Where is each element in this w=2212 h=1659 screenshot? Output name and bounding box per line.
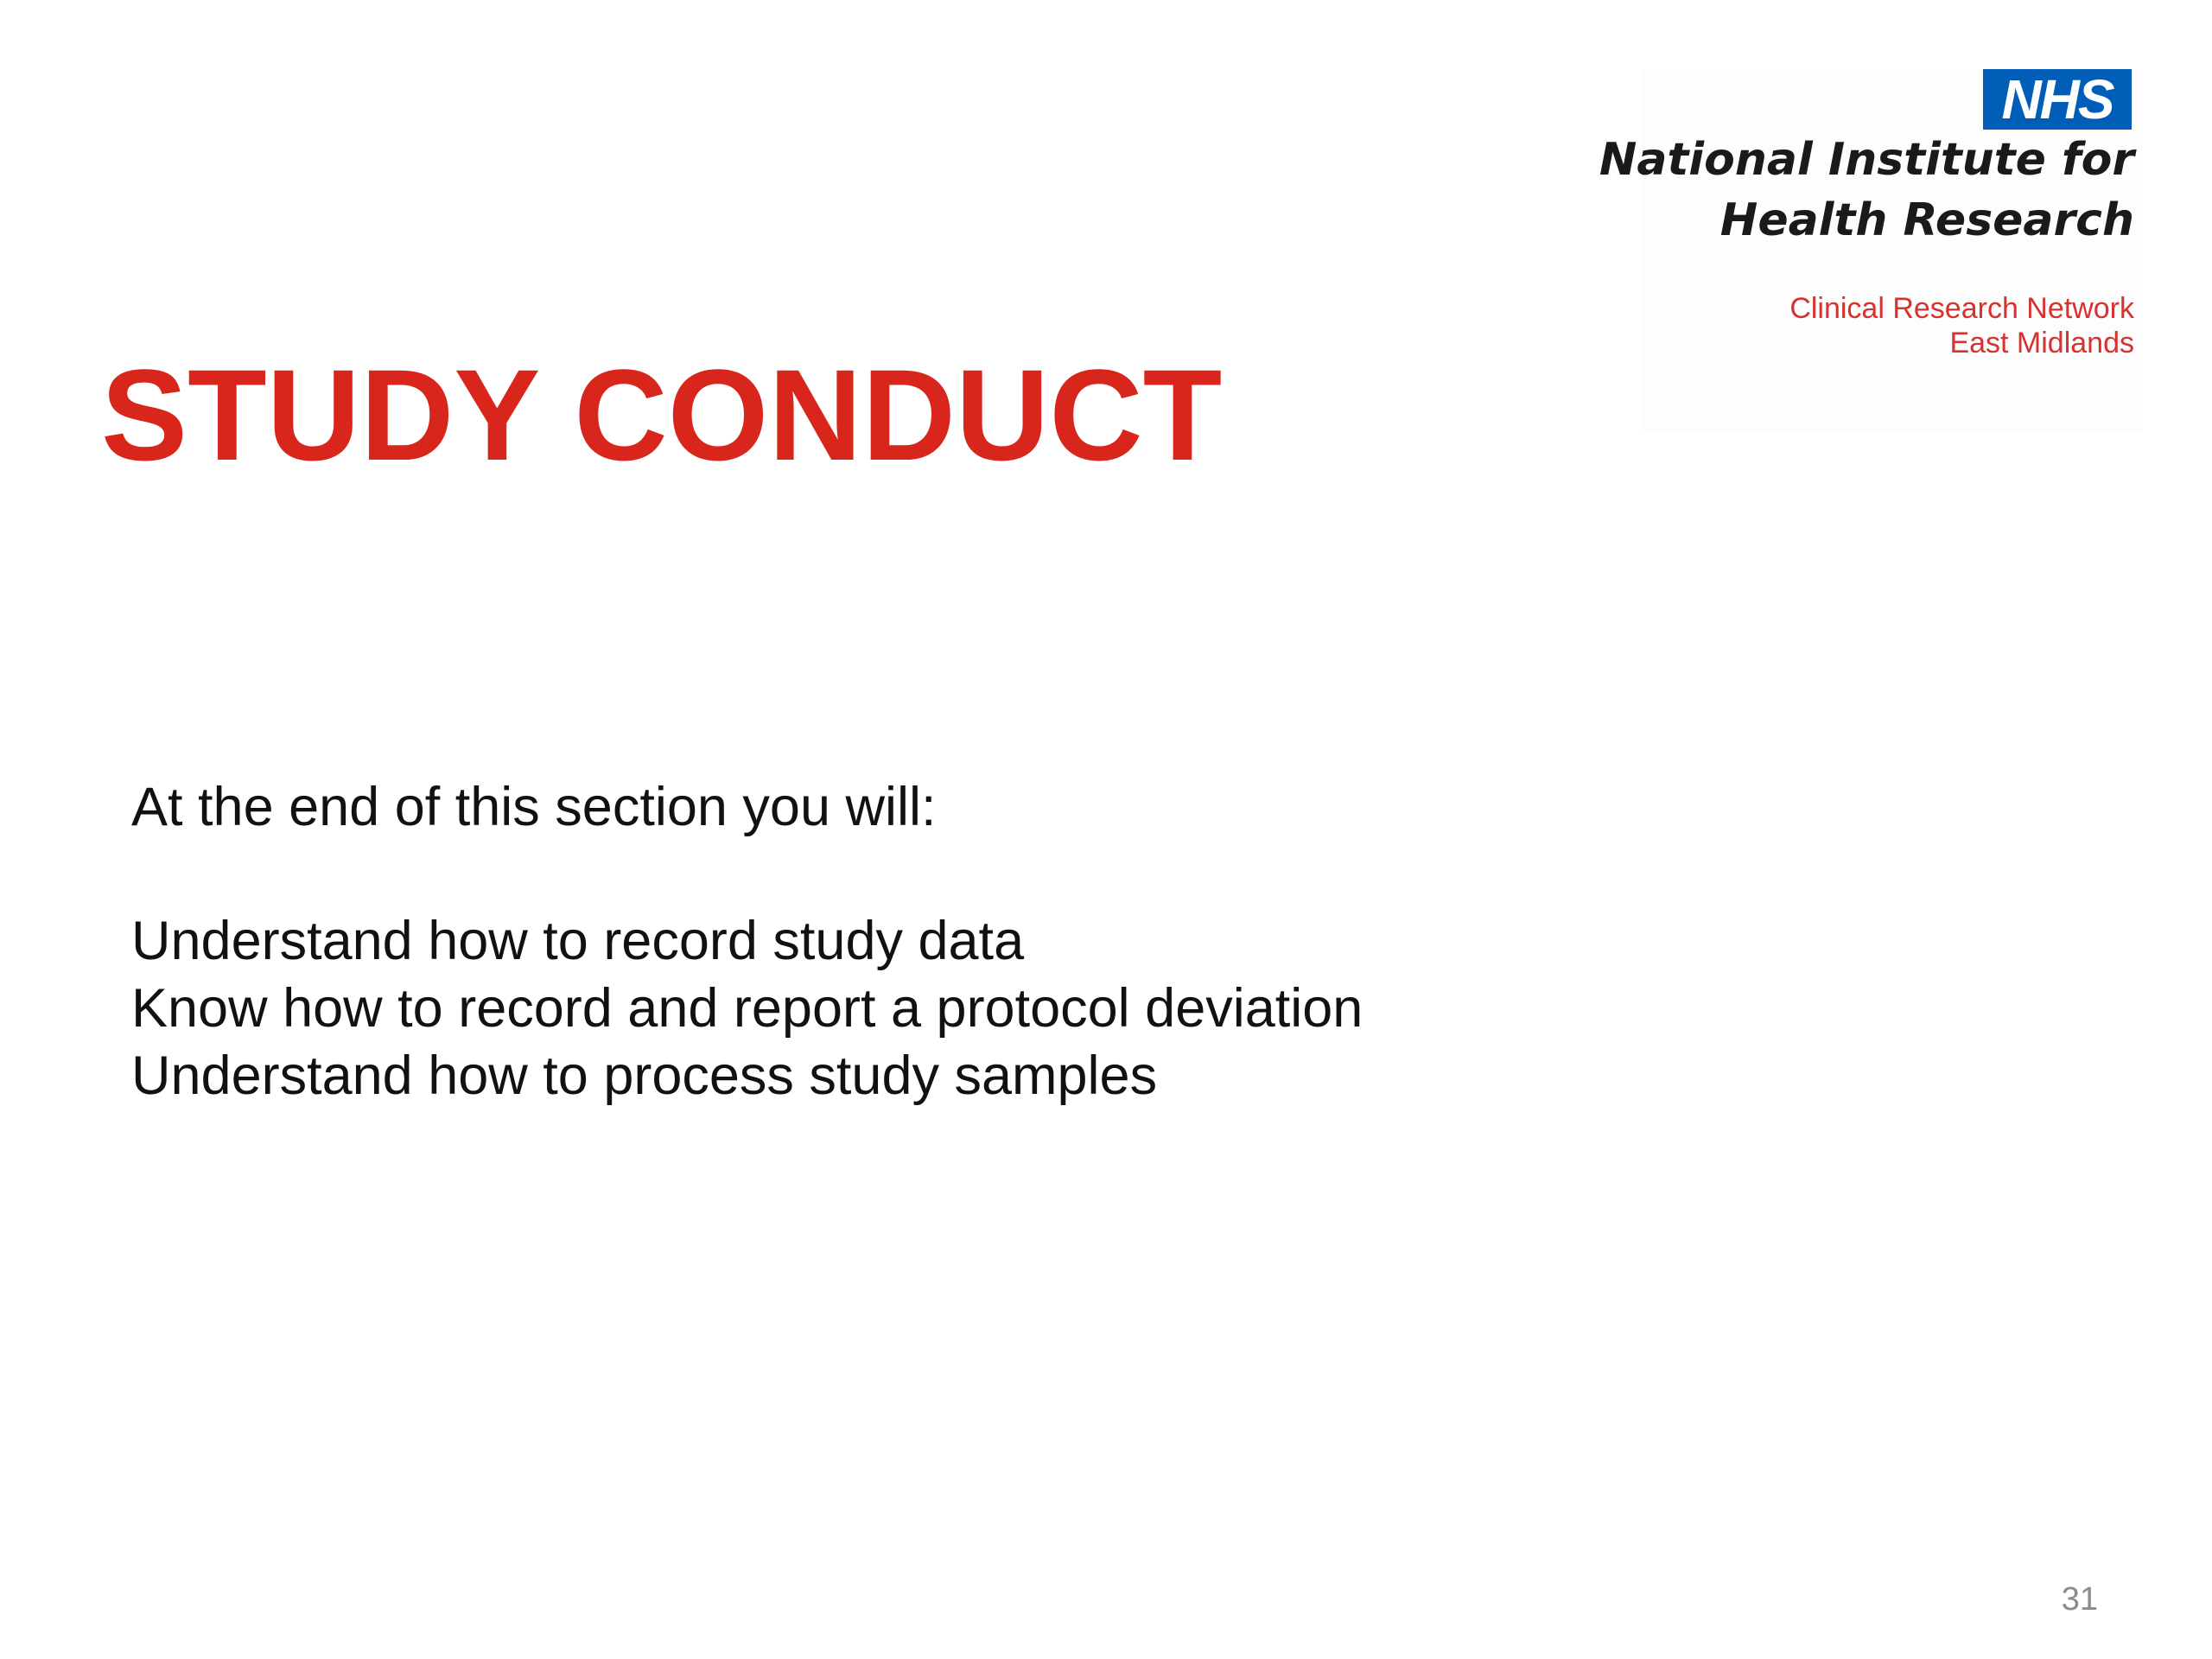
nihr-logo: [1599, 68, 2143, 432]
network-name-line-1: Clinical Research Network: [1789, 292, 2134, 325]
institute-name-line-1: National Institute for: [1599, 134, 2134, 186]
learning-objectives: [131, 907, 1363, 1109]
institute-name-line-2: Health Research: [1719, 194, 2134, 246]
slide-title: STUDY CONDUCT: [101, 342, 1223, 487]
page-number: 31: [2061, 1581, 2098, 1618]
objective-item: Understand how to record study data: [131, 911, 1025, 971]
objective-item: Understand how to process study samples: [131, 1046, 1158, 1106]
section-intro: At the end of this section you will:: [131, 777, 937, 837]
network-name-line-2: East Midlands: [1949, 327, 2134, 359]
objective-item: Know how to record and report a protocol deviation: [131, 978, 1363, 1039]
nhs-badge: NHS: [1983, 69, 2132, 130]
